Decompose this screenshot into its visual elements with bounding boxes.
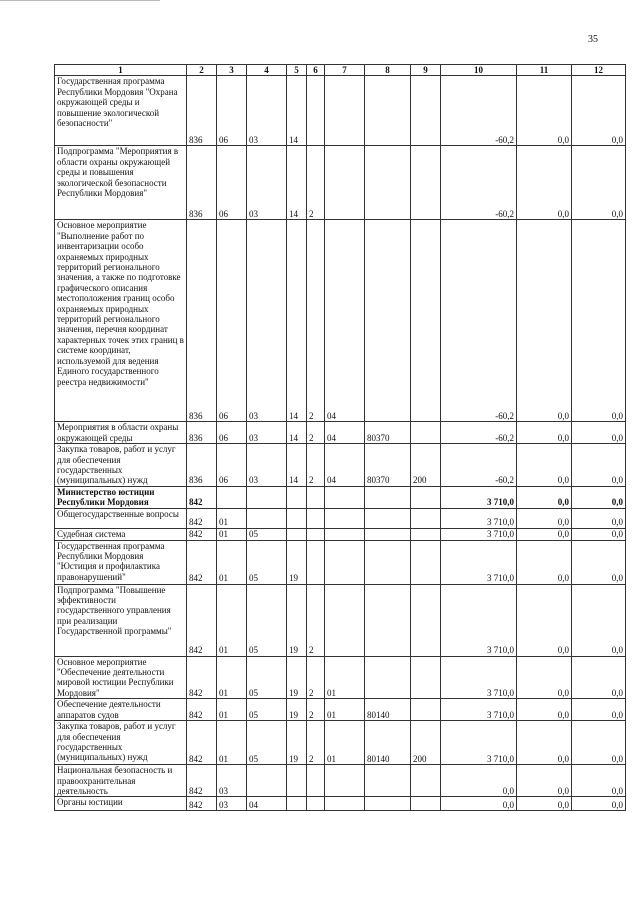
direction-code-cell — [365, 486, 411, 508]
amount-cell-2: 0,0 — [517, 721, 572, 765]
amount-cell-1: 0,0 — [441, 765, 517, 797]
program-code-cell: 14 — [287, 76, 307, 146]
subprogram-code-cell: 2 — [307, 444, 325, 487]
program-code-cell — [287, 765, 307, 797]
row-name-cell: Подпрограмма "Мероприятия в области охраны окружающей среды и повышения экологической безопасности Республики Мордовия" — [55, 146, 187, 220]
program-code-cell: 14 — [287, 220, 307, 422]
event-code-cell — [325, 540, 365, 584]
expense-type-cell: 200 — [411, 721, 441, 765]
amount-cell-3: 0,0 — [572, 486, 626, 508]
ministry-code-cell: 836 — [187, 444, 217, 487]
expense-type-cell — [411, 540, 441, 584]
amount-cell-1: 3 710,0 — [441, 528, 517, 540]
ministry-code-cell: 842 — [187, 528, 217, 540]
amount-cell-2: 0,0 — [517, 422, 572, 444]
row-name-cell: Министерство юстиции Республики Мордовия — [55, 486, 187, 508]
direction-code-cell — [365, 656, 411, 699]
subprogram-code-cell — [307, 797, 325, 811]
expense-type-cell — [411, 220, 441, 422]
section-code-cell: 01 — [217, 721, 247, 765]
section-code-cell — [217, 486, 247, 508]
ministry-code-cell: 836 — [187, 422, 217, 444]
amount-cell-2: 0,0 — [517, 220, 572, 422]
amount-cell-3: 0,0 — [572, 528, 626, 540]
subsection-code-cell: 04 — [247, 797, 287, 811]
amount-cell-2: 0,0 — [517, 486, 572, 508]
amount-cell-2: 0,0 — [517, 444, 572, 487]
subprogram-code-cell: 2 — [307, 699, 325, 721]
event-code-cell — [325, 76, 365, 146]
subprogram-code-cell — [307, 540, 325, 584]
header-cell: 6 — [307, 65, 325, 76]
ministry-code-cell: 842 — [187, 656, 217, 699]
amount-cell-1: -60,2 — [441, 146, 517, 220]
row-name-cell: Основное мероприятие "Обеспечение деятельности мировой юстиции Республики Мордовия" — [55, 656, 187, 699]
section-code-cell: 01 — [217, 540, 247, 584]
amount-cell-1: 3 710,0 — [441, 486, 517, 508]
expense-type-cell — [411, 797, 441, 811]
table-row — [55, 76, 626, 146]
subsection-code-cell — [247, 765, 287, 797]
section-code-cell: 03 — [217, 765, 247, 797]
event-code-cell: 01 — [325, 656, 365, 699]
subprogram-code-cell: 2 — [307, 146, 325, 220]
row-name-cell: Закупка товаров, работ и услуг для обеспечения государственных (муниципальных) нужд — [55, 721, 187, 765]
header-cell: 7 — [325, 65, 365, 76]
row-name-cell: Мероприятия в области охраны окружающей среды — [55, 422, 187, 444]
amount-cell-2: 0,0 — [517, 765, 572, 797]
event-code-cell — [325, 486, 365, 508]
section-code-cell: 01 — [217, 528, 247, 540]
table-row — [55, 146, 626, 220]
expense-type-cell — [411, 528, 441, 540]
amount-cell-1: 3 710,0 — [441, 584, 517, 656]
header-cell: 12 — [572, 65, 626, 76]
amount-cell-1: 3 710,0 — [441, 721, 517, 765]
subsection-code-cell — [247, 486, 287, 508]
table-row — [55, 540, 626, 584]
amount-cell-3: 0,0 — [572, 220, 626, 422]
ministry-code-cell: 842 — [187, 584, 217, 656]
section-code-cell: 01 — [217, 508, 247, 528]
amount-cell-3: 0,0 — [572, 508, 626, 528]
expense-type-cell — [411, 508, 441, 528]
direction-code-cell: 80370 — [365, 422, 411, 444]
amount-cell-3: 0,0 — [572, 584, 626, 656]
event-code-cell — [325, 765, 365, 797]
program-code-cell: 19 — [287, 699, 307, 721]
row-name-cell: Общегосударственные вопросы — [55, 508, 187, 528]
amount-cell-1: 0,0 — [441, 797, 517, 811]
table-row — [55, 656, 626, 699]
direction-code-cell — [365, 146, 411, 220]
table-row — [55, 797, 626, 811]
amount-cell-3: 0,0 — [572, 721, 626, 765]
ministry-code-cell: 842 — [187, 486, 217, 508]
ministry-code-cell: 842 — [187, 765, 217, 797]
amount-cell-2: 0,0 — [517, 76, 572, 146]
row-name-cell: Государственная программа Республики Мордовия "Юстиция и профилактика правонарушений" — [55, 540, 187, 584]
header-cell: 3 — [217, 65, 247, 76]
expense-type-cell: 200 — [411, 444, 441, 487]
table-row — [55, 444, 626, 487]
amount-cell-1: 3 710,0 — [441, 540, 517, 584]
table-row — [55, 584, 626, 656]
amount-cell-1: -60,2 — [441, 76, 517, 146]
event-code-cell — [325, 146, 365, 220]
expense-type-cell — [411, 656, 441, 699]
ministry-code-cell: 836 — [187, 146, 217, 220]
subsection-code-cell: 05 — [247, 721, 287, 765]
row-name-cell: Основное мероприятие "Выполнение работ по инвентаризации особо охраняемых природных территорий регионального значения, а также по подготовке графического описания местоположения границ особо охраняемых природных территорий регионального значения, перечня координат характерных точек этих границ в системе координат, используемой для ведения Единого государственного реестра недвижимости" — [55, 220, 187, 422]
program-code-cell: 19 — [287, 584, 307, 656]
subprogram-code-cell — [307, 508, 325, 528]
amount-cell-2: 0,0 — [517, 528, 572, 540]
header-cell: 5 — [287, 65, 307, 76]
event-code-cell — [325, 797, 365, 811]
amount-cell-3: 0,0 — [572, 765, 626, 797]
section-code-cell: 06 — [217, 422, 247, 444]
subprogram-code-cell: 2 — [307, 656, 325, 699]
amount-cell-2: 0,0 — [517, 797, 572, 811]
table-row — [55, 486, 626, 508]
amount-cell-3: 0,0 — [572, 444, 626, 487]
subprogram-code-cell — [307, 76, 325, 146]
row-name-cell: Национальная безопасность и правоохранительная деятельность — [55, 765, 187, 797]
ministry-code-cell: 842 — [187, 797, 217, 811]
table-row — [55, 699, 626, 721]
amount-cell-2: 0,0 — [517, 699, 572, 721]
subsection-code-cell: 03 — [247, 422, 287, 444]
header-cell: 4 — [247, 65, 287, 76]
direction-code-cell: 80140 — [365, 721, 411, 765]
expense-type-cell — [411, 422, 441, 444]
program-code-cell — [287, 797, 307, 811]
program-code-cell — [287, 486, 307, 508]
event-code-cell — [325, 584, 365, 656]
amount-cell-1: -60,2 — [441, 444, 517, 487]
event-code-cell — [325, 528, 365, 540]
direction-code-cell — [365, 528, 411, 540]
event-code-cell: 04 — [325, 220, 365, 422]
program-code-cell: 19 — [287, 656, 307, 699]
section-code-cell: 01 — [217, 699, 247, 721]
amount-cell-2: 0,0 — [517, 656, 572, 699]
direction-code-cell — [365, 584, 411, 656]
expense-type-cell — [411, 584, 441, 656]
program-code-cell: 14 — [287, 146, 307, 220]
event-code-cell: 01 — [325, 721, 365, 765]
header-cell: 8 — [365, 65, 411, 76]
program-code-cell: 14 — [287, 444, 307, 487]
event-code-cell: 01 — [325, 699, 365, 721]
subsection-code-cell: 03 — [247, 220, 287, 422]
ministry-code-cell: 842 — [187, 508, 217, 528]
header-cell: 11 — [517, 65, 572, 76]
section-code-cell: 03 — [217, 797, 247, 811]
row-name-cell: Закупка товаров, работ и услуг для обеспечения государственных (муниципальных) нужд — [55, 444, 187, 487]
row-name-cell: Органы юстиции — [55, 797, 187, 811]
direction-code-cell: 80140 — [365, 699, 411, 721]
header-cell: 10 — [441, 65, 517, 76]
header-cell: 1 — [55, 65, 187, 76]
direction-code-cell — [365, 540, 411, 584]
amount-cell-2: 0,0 — [517, 584, 572, 656]
amount-cell-1: -60,2 — [441, 422, 517, 444]
ministry-code-cell: 842 — [187, 721, 217, 765]
subsection-code-cell: 03 — [247, 76, 287, 146]
expense-type-cell — [411, 699, 441, 721]
section-code-cell: 06 — [217, 146, 247, 220]
program-code-cell: 19 — [287, 540, 307, 584]
ministry-code-cell: 836 — [187, 220, 217, 422]
event-code-cell: 04 — [325, 422, 365, 444]
amount-cell-2: 0,0 — [517, 146, 572, 220]
amount-cell-2: 0,0 — [517, 540, 572, 584]
table-body — [55, 76, 626, 811]
section-code-cell: 01 — [217, 656, 247, 699]
subprogram-code-cell — [307, 765, 325, 797]
subsection-code-cell: 05 — [247, 528, 287, 540]
program-code-cell: 19 — [287, 721, 307, 765]
ministry-code-cell: 842 — [187, 540, 217, 584]
direction-code-cell — [365, 508, 411, 528]
subprogram-code-cell — [307, 486, 325, 508]
direction-code-cell — [365, 765, 411, 797]
subsection-code-cell: 03 — [247, 146, 287, 220]
row-name-cell: Обеспечение деятельности аппаратов судов — [55, 699, 187, 721]
table-row — [55, 765, 626, 797]
amount-cell-3: 0,0 — [572, 540, 626, 584]
amount-cell-1: 3 710,0 — [441, 656, 517, 699]
event-code-cell — [325, 508, 365, 528]
program-code-cell — [287, 508, 307, 528]
amount-cell-3: 0,0 — [572, 146, 626, 220]
scan-edge-mark — [0, 0, 160, 1]
section-code-cell: 06 — [217, 444, 247, 487]
amount-cell-3: 0,0 — [572, 76, 626, 146]
expense-type-cell — [411, 765, 441, 797]
program-code-cell: 14 — [287, 422, 307, 444]
ministry-code-cell: 836 — [187, 76, 217, 146]
expense-type-cell — [411, 146, 441, 220]
budget-table — [54, 64, 626, 811]
section-code-cell: 06 — [217, 220, 247, 422]
amount-cell-3: 0,0 — [572, 699, 626, 721]
section-code-cell: 06 — [217, 76, 247, 146]
amount-cell-3: 0,0 — [572, 422, 626, 444]
table-row — [55, 422, 626, 444]
ministry-code-cell: 842 — [187, 699, 217, 721]
row-name-cell: Государственная программа Республики Мордовия "Охрана окружающей среды и повышение экологической безопасности" — [55, 76, 187, 146]
direction-code-cell — [365, 76, 411, 146]
amount-cell-2: 0,0 — [517, 508, 572, 528]
section-code-cell: 01 — [217, 584, 247, 656]
subprogram-code-cell: 2 — [307, 220, 325, 422]
expense-type-cell — [411, 486, 441, 508]
table-row — [55, 220, 626, 422]
subsection-code-cell — [247, 508, 287, 528]
table-row — [55, 721, 626, 765]
header-row — [55, 65, 626, 76]
header-cell: 9 — [411, 65, 441, 76]
amount-cell-1: 3 710,0 — [441, 699, 517, 721]
amount-cell-3: 0,0 — [572, 797, 626, 811]
header-cell: 2 — [187, 65, 217, 76]
table-row — [55, 528, 626, 540]
table-row — [55, 508, 626, 528]
direction-code-cell — [365, 220, 411, 422]
direction-code-cell: 80370 — [365, 444, 411, 487]
subprogram-code-cell: 2 — [307, 422, 325, 444]
subsection-code-cell: 03 — [247, 444, 287, 487]
expense-type-cell — [411, 76, 441, 146]
direction-code-cell — [365, 797, 411, 811]
page-number: 35 — [588, 34, 598, 45]
row-name-cell: Подпрограмма "Повышение эффективности государственного управления при реализации Государственной программы" — [55, 584, 187, 656]
subprogram-code-cell — [307, 528, 325, 540]
amount-cell-3: 0,0 — [572, 656, 626, 699]
amount-cell-1: -60,2 — [441, 220, 517, 422]
amount-cell-1: 3 710,0 — [441, 508, 517, 528]
row-name-cell: Судебная система — [55, 528, 187, 540]
event-code-cell: 04 — [325, 444, 365, 487]
subsection-code-cell: 05 — [247, 699, 287, 721]
subprogram-code-cell: 2 — [307, 584, 325, 656]
subsection-code-cell: 05 — [247, 656, 287, 699]
subprogram-code-cell: 2 — [307, 721, 325, 765]
subsection-code-cell: 05 — [247, 540, 287, 584]
subsection-code-cell: 05 — [247, 584, 287, 656]
program-code-cell — [287, 528, 307, 540]
